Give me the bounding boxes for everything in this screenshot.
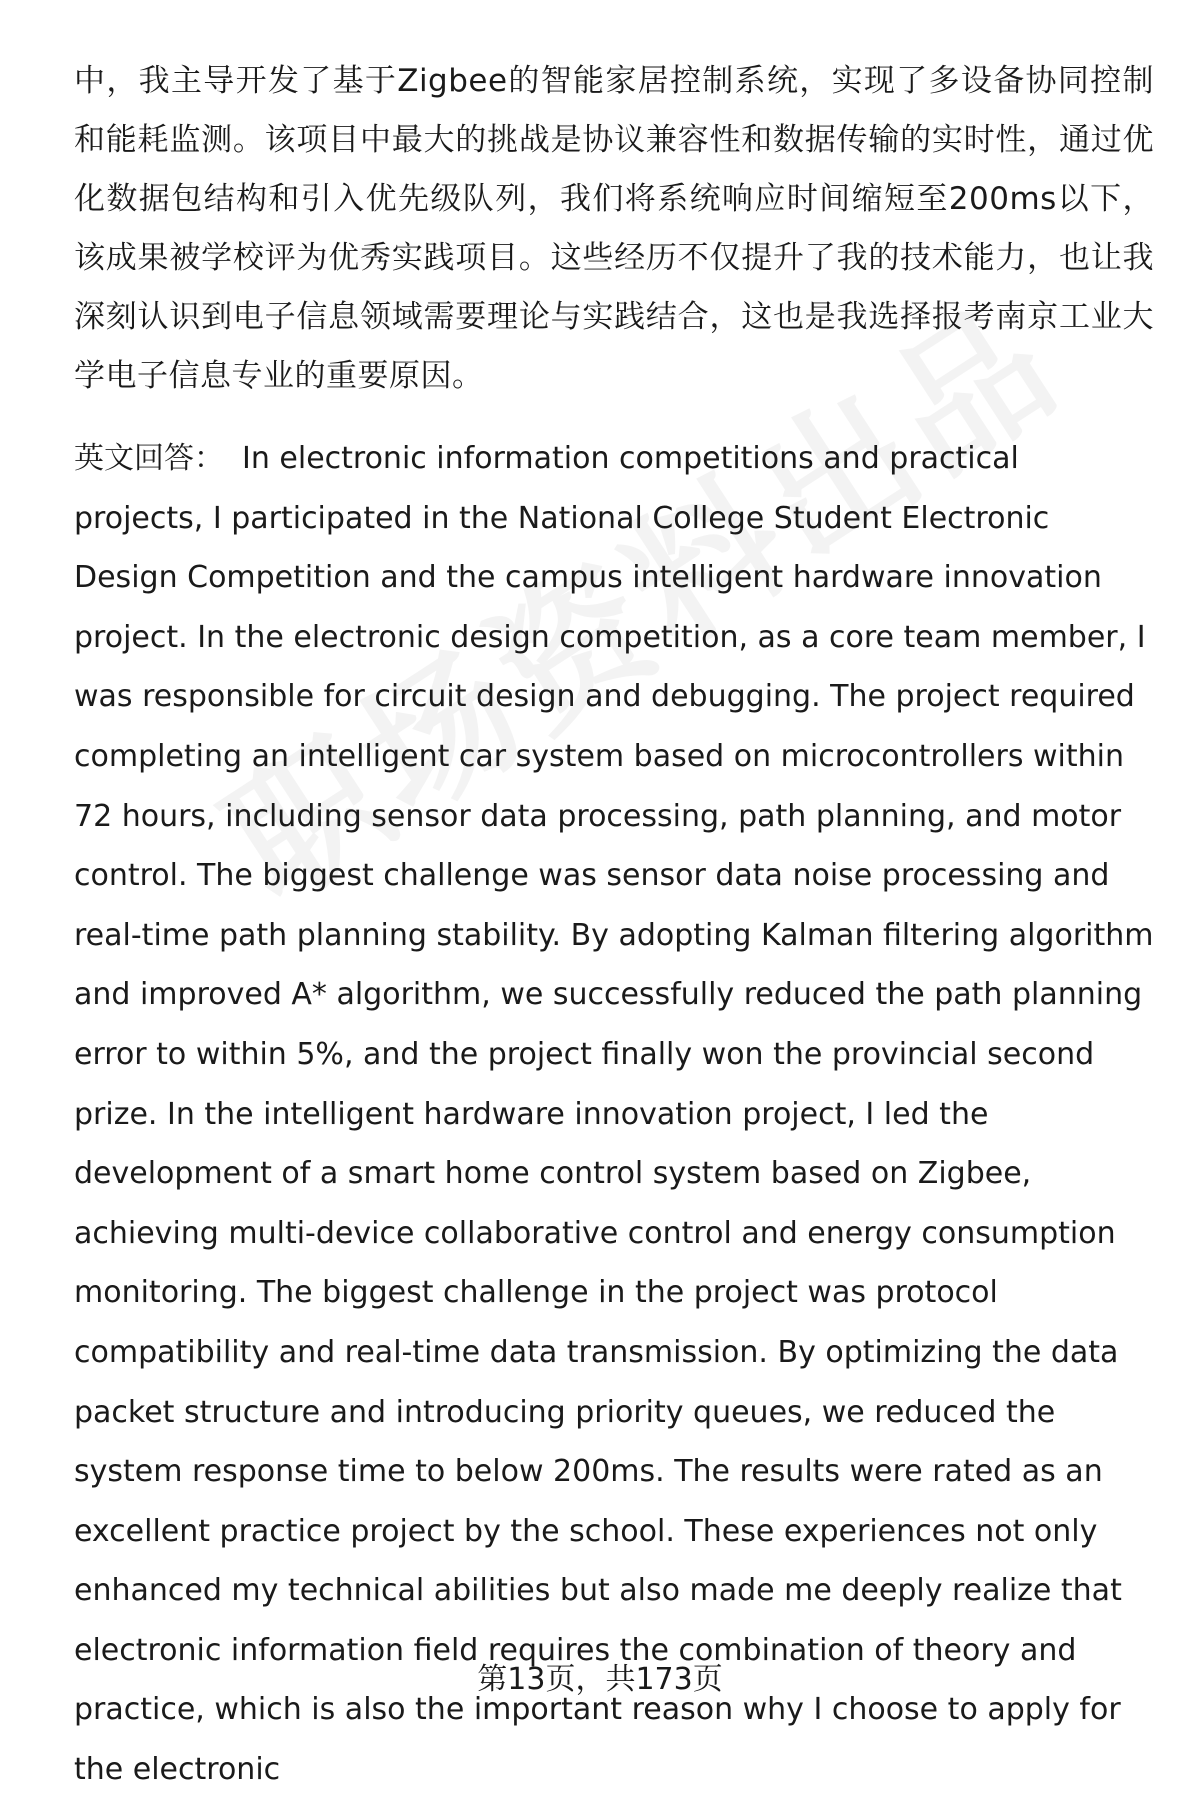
document-body: [74, 52, 1154, 1800]
page-number-footer: 第13页，共173页: [477, 1662, 723, 1697]
english-answer-paragraph: [74, 429, 1154, 1800]
chinese-answer-paragraph: 中，我主导开发了基于Zigbee的智能家居控制系统，实现了多设备协同控制和能耗监测。该项目中最大的挑战是协议兼容性和数据传输的实时性，通过优化数据包结构和引入优先级队列，我们将系统响应时间缩短至200ms以下，该成果被学校评为优秀实践项目。这些经历不仅提升了我的技术能力，也让我深刻认识到电子信息领域需要理论与实践结合，这也是我选择报考南京工业大学电子信息专业的重要原因。: [74, 63, 1154, 394]
english-answer-label: 英文回答：: [74, 441, 224, 476]
english-answer-text: In electronic information competitions and practical projects, I participated in the National College Student Electronic Design Competition and the campus intelligent hardware innovation project. In the electronic design competition, as a core team member, I was responsible for circuit design and debugging. The project required completing an intelligent car system based on microcontrollers within 72 hours, including sensor data processing, path planning, and motor control. The biggest challenge was sensor data noise processing and real-time path planning stability. By adopting Kalman filtering algorithm and improved A* algorithm, we successfully reduced the path planning error to within 5%, and the project finally won the provincial second prize. In the intelligent hardware innovation project, I led the development of a smart home control system based on Zigbee, achieving multi-device collaborative control and energy consumption monitoring. The biggest challenge in the project was protocol compatibility and real-time data transmission. By optimizing the data packet structure and introducing priority queues, we reduced the system response time to below 200ms. The results were rated as an excellent practice project by the school. These experiences not only enhanced my technical abilities but also made me deeply realize that electronic information field requires the combination of theory and practice, which is also the important reason why I choose to apply for the electronic: [74, 441, 1154, 1788]
